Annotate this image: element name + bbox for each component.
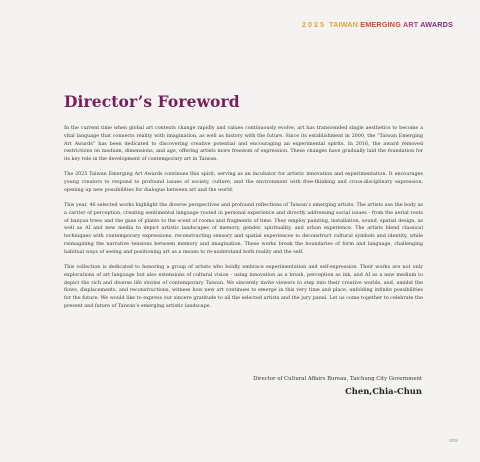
- paragraph-3: This year, 46 selected works highlight the diverse perspectives and profound reflections of Taiwan’s emerging artists. The artists use the body as a carrier of perception, creating sentimental language rooted in personal experience and directly addressing social issues - from the aerial roots of banyan trees and the gaze of plants to the scent of rooms and fragments of time. They employ painting, installation, sound, spatial design, as well as AI and new media to depict artistic landscapes of memory, gender, spirituality, and urban experience. The artists blend classical techniques with contemporary expressions, reconstructing sensory and spatial experiences to deconstruct cultural symbols and identity, while reimagining the narrative tensions between memory and imagination. These works break the boundaries of form and language, challenging habitual ways of seeing and positioning art as a means to re-understand both reality and the self.: [64, 202, 423, 255]
- header-year: 2025: [302, 20, 327, 29]
- header-word-art: ART: [402, 20, 419, 29]
- paragraph-1: In the current time when global art contexts change rapidly and values continuously evolve, art has transcended single aesthetics to become a vital language that connects reality with imagination, as well as history with the future. Since its establishment in 2000, the “Taiwan Emerging Art Awards” has been dedicated to discovering creative potential and encouraging an experimental spirits. In 2016, the award removed restrictions on medium, dimensions, and age, offering artists more freedom of expression. These changes have gradually laid the foundation for its key role in the development of contemporary art in Taiwan.: [64, 125, 423, 162]
- signature-role: Director of Cultural Affairs Bureau, Taichung City Government: [253, 376, 422, 382]
- paragraph-2: The 2025 Taiwan Emerging Art Awards continues this spirit, serving as an incubator for artistic innovation and experimentation. It encourages young creators to respond to profound issues of society, culture, and the environment with free-thinking and cross-disciplinary expression, opening up new possibilities for dialogue between art and the world.: [64, 171, 423, 193]
- header-word-awards: AWARDS: [420, 20, 453, 29]
- header-word-taiwan: TAIWAN: [329, 20, 359, 29]
- publication-header: [302, 20, 453, 29]
- page-title: Director’s Foreword: [64, 92, 240, 111]
- header-word-emerging: EMERGING: [360, 20, 401, 29]
- paragraph-4: This collection is dedicated to honoring a group of artists who boldly embrace experimentation and self-expression. Their works are not only explorations of art language but also extensions of cultural vision - using innovation as a brush, perception as ink, and AI as a new medium to depict the rich and diverse life stories of contemporary Taiwan. We sincerely invite viewers to step into their creative worlds, and, amidst the flows, displacements, and reconstructions, witness how new art continues to emerge in this very time and place, unfolding infinite possibilities for the future. We would like to express our sincere gratitude to all the selected artists and the jury panel. Let us come together to celebrate the present and future of Taiwan’s emerging artistic landscape.: [64, 264, 423, 309]
- page-number: 005: [449, 438, 458, 443]
- signature-name: Chen,Chia-Chun: [345, 386, 422, 396]
- foreword-body: [64, 125, 423, 318]
